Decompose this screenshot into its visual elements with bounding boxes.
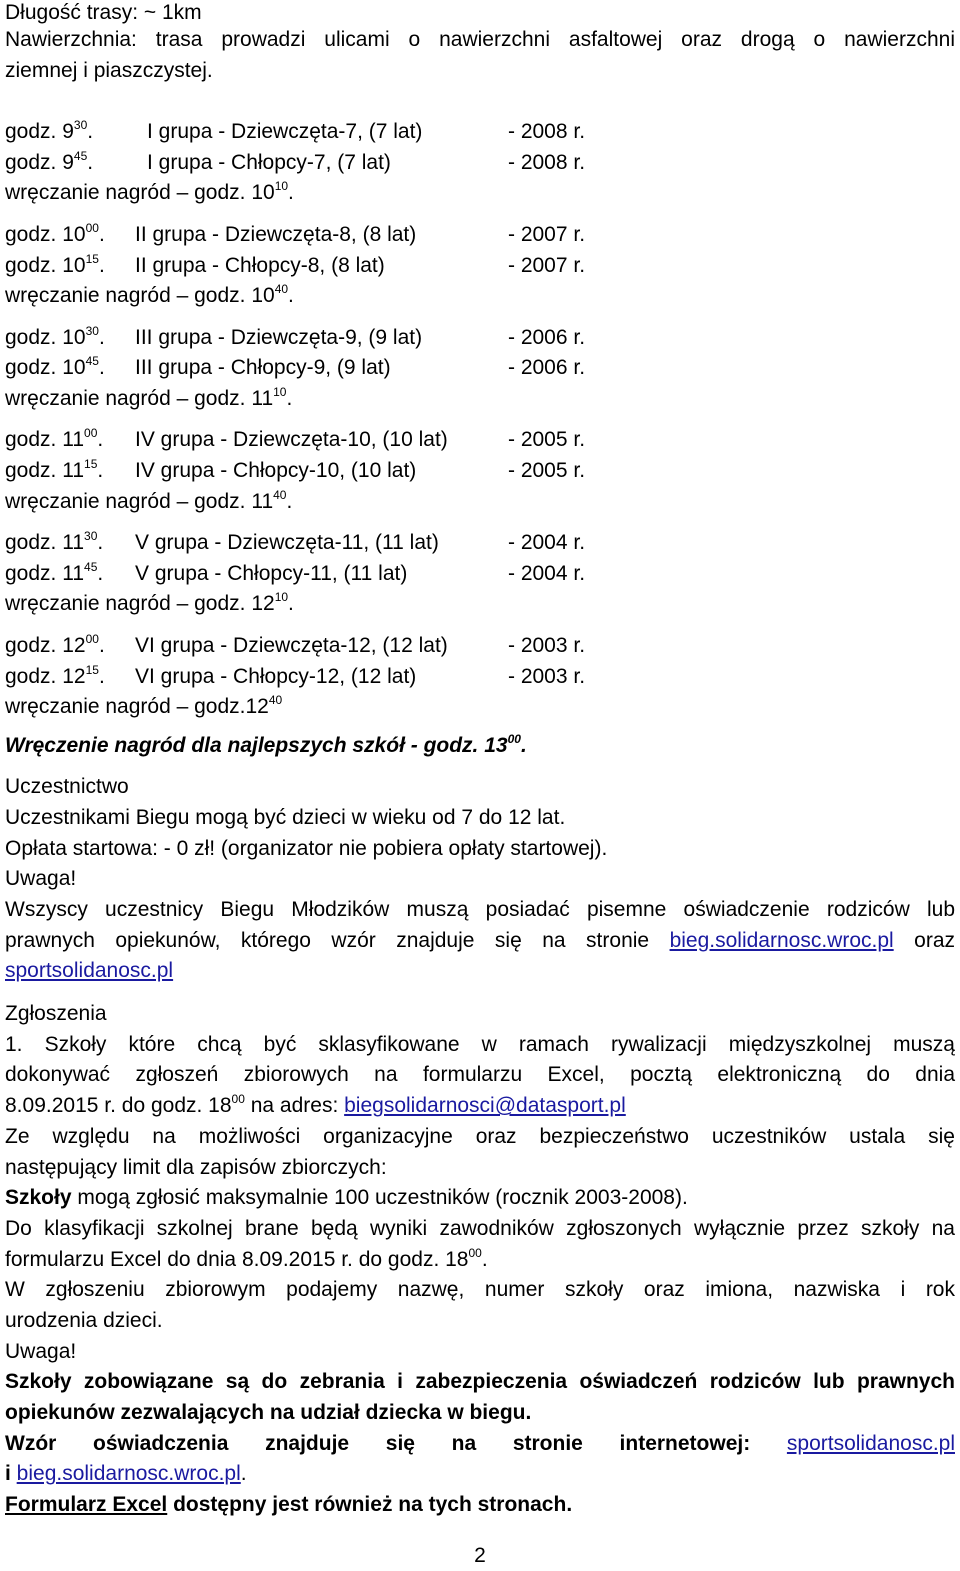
- birth-year: - 2007 r.: [508, 253, 586, 277]
- start-time: godz. $11^{00}$.: [5, 426, 104, 452]
- group-name: IV grupa - Chłopcy-10, (10 lat): [135, 459, 417, 482]
- registration-line-1: 1. Szkoły które chcą być sklasyfikowane w ramach rywalizacji międzyszkolnej muszą: [5, 1032, 955, 1056]
- registration-line-6: Szkoły mogą zgłosić maksymalnie 100 uczestników (rocznik 2003-2008).: [5, 1186, 688, 1210]
- link-sportsolidanosc-2[interactable]: sportsolidanosc.pl: [786, 1431, 955, 1455]
- schedule-row: [5, 353, 955, 384]
- group-name: III grupa - Chłopcy-9, (9 lat): [135, 356, 391, 380]
- registration-line-8: formularzu Excel do dnia 8.09.2015 r. do godz. $18^{00}$.: [5, 1245, 488, 1271]
- registration-bold-2: opiekunów zezwalających na udział dziecka w biegu.: [5, 1401, 532, 1424]
- birth-year: - 2008 r.: [508, 120, 586, 144]
- registration-line-10: urodzenia dzieci.: [5, 1308, 163, 1332]
- registration-bold-3: Wzór oświadczenia znajduje się na stronie internetowej: sportsolidanosc.pl: [5, 1431, 955, 1455]
- start-time: godz. $11^{15}$.: [5, 457, 104, 482]
- birth-year: - 2006 r.: [508, 325, 586, 349]
- award-time: wręczanie nagród – godz. $11^{40}$.: [5, 487, 293, 513]
- award-time: wręczanie nagród – $godz.12^{40}$: [5, 693, 283, 719]
- start-time: godz. $12^{00}$.: [5, 631, 105, 657]
- surface-line-2: ziemnej i piaszczystej.: [5, 58, 213, 82]
- start-time: godz. $11^{30}$.: [5, 529, 104, 555]
- schedule-row: [5, 559, 955, 590]
- best-schools-award: Wręczenie nagród dla najlepszych szkół - godz. $13^{00}$.: [5, 731, 527, 757]
- route-length: Długość trasy: ~ 1km: [5, 1, 202, 24]
- registration-line-3: 8.09.2015 r. do godz. $18^{00}$ na adres: biegsolidarnosci@datasport.pl: [5, 1092, 626, 1118]
- birth-year: - 2004 r.: [508, 561, 586, 585]
- birth-year: - 2005 r.: [508, 459, 586, 482]
- registration-line-7: Do klasyfikacji szkolnej brane będą wyniki zawodników zgłoszonych wyłącznie przez szkoły na: [5, 1216, 955, 1240]
- start-time: godz. $9^{30}$.: [5, 118, 94, 144]
- registration-bold-4: i bieg.solidarnosc.wroc.pl.: [5, 1462, 247, 1486]
- birth-year: - 2003 r.: [508, 633, 586, 657]
- schedule-row: [5, 117, 955, 148]
- start-time: godz. $12^{15}$.: [5, 662, 105, 688]
- schedule-row: [5, 456, 955, 487]
- registration-line-4: Ze względu na możliwości organizacyjne oraz bezpieczeństwo uczestników ustala się: [5, 1124, 955, 1148]
- birth-year: - 2007 r.: [508, 222, 586, 246]
- birth-year: - 2004 r.: [508, 531, 586, 555]
- registration-bold-1: Szkoły zobowiązane są do zebrania i zabezpieczenia oświadczeń rodziców lub prawnych: [5, 1370, 955, 1394]
- participation-warning: Uwaga!: [5, 867, 77, 891]
- birth-year: - 2006 r.: [508, 356, 586, 380]
- award-time: wręczanie nagród – godz. $11^{10}$.: [5, 384, 293, 410]
- group-name: IV grupa - Dziewczęta-10, (10 lat): [135, 428, 448, 452]
- start-time: godz. $10^{45}$.: [5, 354, 105, 380]
- group-name: V grupa - Chłopcy-11, (11 lat): [135, 561, 408, 585]
- group-name: I grupa - Dziewczęta-7, (7 lat): [147, 120, 423, 144]
- group-name: VI grupa - Dziewczęta-12, (12 lat): [135, 633, 448, 657]
- group-name: II grupa - Chłopcy-8, (8 lat): [135, 253, 385, 277]
- registration-line-5: następujący limit dla zapisów zbiorczych:: [5, 1155, 387, 1179]
- schedule: [5, 117, 955, 723]
- group-name: II grupa - Dziewczęta-8, (8 lat): [135, 222, 417, 246]
- participation-heading: Uczestnictwo: [5, 775, 129, 799]
- registration-warning: Uwaga!: [5, 1339, 77, 1363]
- group-name: I grupa - Chłopcy-7, (7 lat): [147, 150, 391, 174]
- group-name: III grupa - Dziewczęta-9, (9 lat): [135, 325, 423, 349]
- registration-line-9: W zgłoszeniu zbiorowym podajemy nazwę, numer szkoły oraz imiona, nazwiska i rok: [5, 1278, 955, 1302]
- registration-line-2: dokonywać zgłoszeń zbiorowych na formularzu Excel, pocztą elektroniczną do dnia: [5, 1063, 955, 1087]
- start-time: godz. $10^{30}$.: [5, 323, 105, 349]
- group-name: V grupa - Dziewczęta-11, (11 lat): [135, 531, 439, 555]
- start-time: godz. $9^{45}$.: [5, 148, 94, 174]
- start-time: godz. $10^{00}$.: [5, 220, 105, 246]
- schedule-row: [5, 425, 955, 456]
- birth-year: - 2003 r.: [508, 664, 586, 688]
- participation-statement-2: prawnych opiekunów, którego wzór znajduje się na stronie bieg.solidarnosc.wroc.pl oraz: [5, 928, 955, 952]
- registration-heading: Zgłoszenia: [5, 1002, 107, 1026]
- schedule-row: [5, 323, 955, 354]
- birth-year: - 2008 r.: [508, 150, 586, 174]
- surface-line-1: Nawierzchnia: trasa prowadzi ulicami o nawierzchni asfaltowej oraz drogą o nawierzchni: [5, 28, 955, 51]
- participation-age: Uczestnikami Biegu mogą być dzieci w wieku od 7 do 12 lat.: [5, 805, 566, 829]
- award-time: wręczanie nagród – godz. $10^{40}$.: [5, 282, 294, 308]
- link-bieg-solidarnosc-2[interactable]: bieg.solidarnosc.wroc.pl: [16, 1462, 241, 1486]
- schedule-row: [5, 662, 955, 693]
- schedule-row: [5, 220, 955, 251]
- award-time: wręczanie nagród – godz. $12^{10}$.: [5, 590, 294, 616]
- schedule-row: [5, 148, 955, 179]
- birth-year: - 2005 r.: [508, 428, 586, 452]
- schedule-row: [5, 631, 955, 662]
- start-time: godz. $10^{15}$.: [5, 251, 105, 277]
- link-bieg-solidarnosc[interactable]: bieg.solidarnosc.wroc.pl: [669, 928, 894, 952]
- award-time: wręczanie nagród – godz. $10^{10}$.: [5, 179, 294, 205]
- group-name: VI grupa - Chłopcy-12, (12 lat): [135, 664, 417, 688]
- schedule-row: [5, 528, 955, 559]
- link-sportsolidanosc[interactable]: sportsolidanosc.pl: [5, 959, 174, 983]
- registration-bold-5: Formularz Excel dostępny jest również na tych stronach.: [5, 1493, 573, 1517]
- participation-statement-1: Wszyscy uczestnicy Biegu Młodzików muszą posiadać pisemne oświadczenie rodziców lub: [5, 898, 955, 921]
- page-number: 2: [474, 1544, 486, 1567]
- link-email[interactable]: biegsolidarnosci@datasport.pl: [344, 1094, 626, 1118]
- schedule-row: [5, 251, 955, 282]
- start-time: godz. $11^{45}$.: [5, 559, 104, 585]
- participation-fee: Opłata startowa: - 0 zł! (organizator nie pobiera opłaty startowej).: [5, 836, 608, 860]
- participation-statement-3: [5, 956, 955, 987]
